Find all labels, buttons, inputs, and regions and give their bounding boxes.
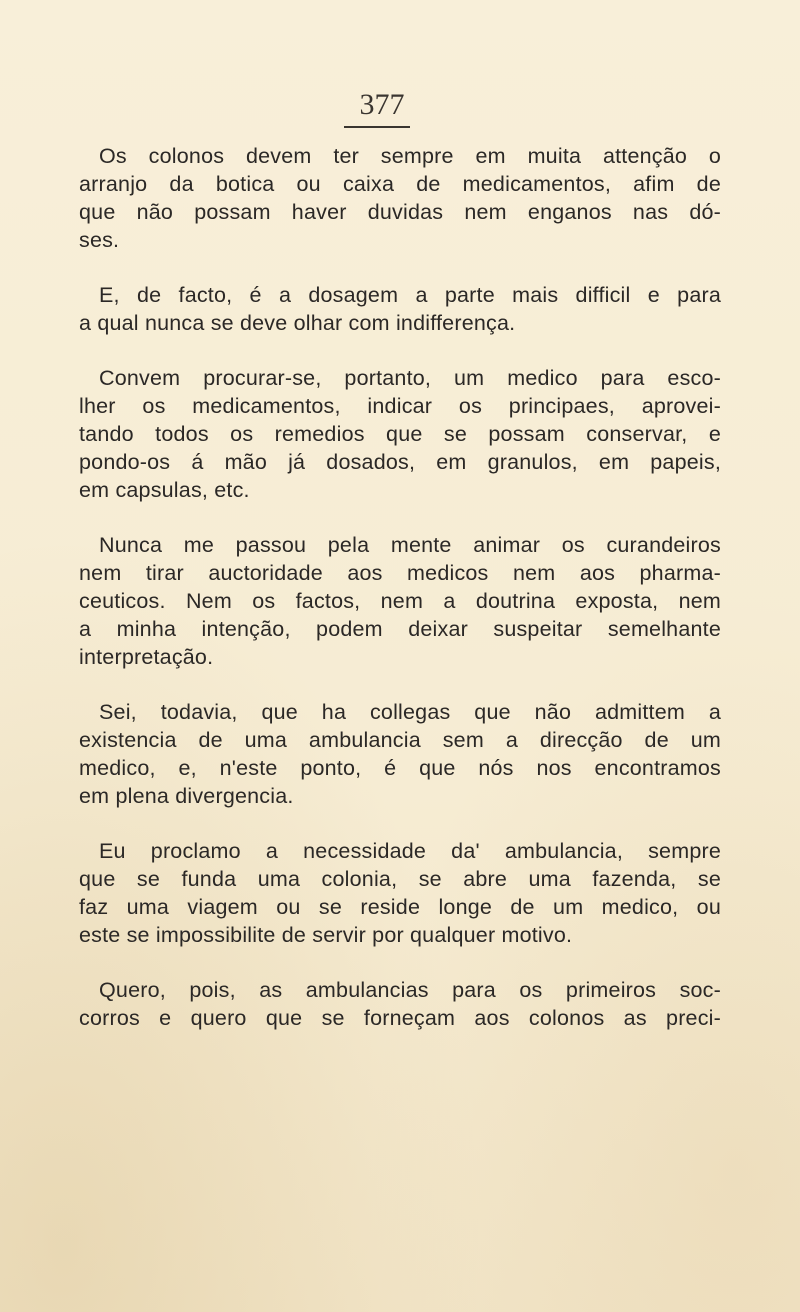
text-line: corros e quero que se forneçam aos colonos as preci- <box>79 1006 721 1030</box>
text-line: Os colonos devem ter sempre em muita attenção o <box>99 144 721 168</box>
text-line: a minha intenção, podem deixar suspeitar semelhante <box>79 617 721 641</box>
text-line: ceuticos. Nem os factos, nem a doutrina exposta, nem <box>79 589 721 613</box>
text-line: tando todos os remedios que se possam conservar, e <box>79 422 721 446</box>
text-line: ses. <box>79 228 120 252</box>
page-number: 377 <box>359 88 405 121</box>
text-line: E, de facto, é a dosagem a parte mais difficil e para <box>99 283 721 307</box>
text-line: a qual nunca se deve olhar com indifferença. <box>79 311 516 335</box>
paragraph <box>79 698 721 810</box>
page-number-container <box>352 88 412 122</box>
text-line: Nunca me passou pela mente animar os curandeiros <box>99 533 721 557</box>
paragraph <box>79 531 721 671</box>
text-line: existencia de uma ambulancia sem a direcção de um <box>79 728 721 752</box>
text-line: Convem procurar-se, portanto, um medico para esco- <box>99 366 721 390</box>
paragraph <box>79 837 721 949</box>
text-line: Quero, pois, as ambulancias para os primeiros soc- <box>99 978 721 1002</box>
text-line: Sei, todavia, que ha collegas que não admittem a <box>99 700 721 724</box>
page-number-underline <box>344 126 410 128</box>
text-line: em plena divergencia. <box>79 784 294 808</box>
body-text <box>79 142 721 1059</box>
text-line: faz uma viagem ou se reside longe de um medico, ou <box>79 895 721 919</box>
text-line: medico, e, n'este ponto, é que nós nos encontramos <box>79 756 721 780</box>
text-line: nem tirar auctoridade aos medicos nem aos pharma- <box>79 561 721 585</box>
paragraph <box>79 976 721 1032</box>
text-line: arranjo da botica ou caixa de medicamentos, afim de <box>79 172 721 196</box>
text-line: em capsulas, etc. <box>79 478 250 502</box>
text-line: que se funda uma colonia, se abre uma fazenda, se <box>79 867 721 891</box>
paragraph <box>79 281 721 337</box>
paragraph <box>79 142 721 254</box>
text-line: pondo-os á mão já dosados, em granulos, em papeis, <box>79 450 721 474</box>
text-line: lher os medicamentos, indicar os principaes, aprovei- <box>79 394 721 418</box>
text-line: que não possam haver duvidas nem enganos nas dó- <box>79 200 721 224</box>
text-line: interpretação. <box>79 645 214 669</box>
text-line: Eu proclamo a necessidade da' ambulancia, sempre <box>99 839 721 863</box>
paragraph <box>79 364 721 504</box>
text-line: este se impossibilite de servir por qualquer motivo. <box>79 923 573 947</box>
